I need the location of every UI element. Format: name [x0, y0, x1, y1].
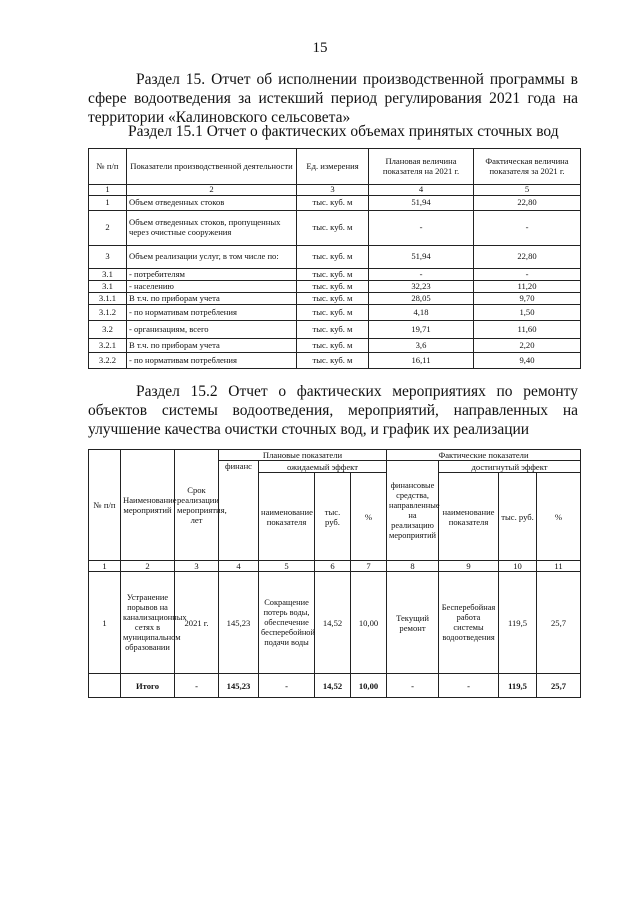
table2-total-cell: 25,7: [537, 674, 581, 698]
table2-header: Срок реализации мероприятия, лет: [175, 450, 219, 561]
table1-cell: 3.2.1: [89, 339, 127, 353]
table1-cell: 3.2.2: [89, 353, 127, 369]
table2-total-cell: 145,23: [219, 674, 259, 698]
table1-cell: тыс. куб. м: [297, 339, 369, 353]
table2-total-row: [89, 674, 581, 698]
table2-header: тыс. руб.: [499, 473, 537, 561]
table2-colnum-row: [89, 561, 581, 572]
table1-header: Плановая величина показателя на 2021 г.: [369, 149, 474, 185]
table1-colnum: 2: [127, 185, 297, 196]
table1-cell: В т.ч. по приборам учета: [127, 293, 297, 305]
table1-cell: 3: [89, 246, 127, 269]
table2-colnum: 4: [219, 561, 259, 572]
table2-colnum: 5: [259, 561, 315, 572]
table2-cell: 25,7: [537, 572, 581, 674]
table1-cell: тыс. куб. м: [297, 196, 369, 211]
table2-header: ожидаемый эффект: [259, 461, 387, 473]
table2-header: Фактические показатели: [387, 450, 581, 461]
table1-row: [89, 196, 581, 211]
repair-measures-table: [88, 449, 581, 698]
table1-cell: 1: [89, 196, 127, 211]
table1-colnum-row: [89, 185, 581, 196]
table2-colnum: 6: [315, 561, 351, 572]
section-15-2-heading: Раздел 15.2 Отчет о фактических мероприятиях по ремонту объектов системы водоотведения, мероприятий, направленных на улучшение качества очистки сточных вод, и график их реализации: [88, 383, 578, 438]
table1-cell: 32,23: [369, 281, 474, 293]
section-15-1-heading: Раздел 15.1 Отчет о фактических объемах принятых сточных вод: [128, 123, 559, 140]
wastewater-volumes-table: [88, 148, 581, 369]
table2-colnum: 11: [537, 561, 581, 572]
table1-cell: - по нормативам потребления: [127, 305, 297, 321]
table1-cell: 11,20: [474, 281, 581, 293]
table2-header: тыс. руб.: [315, 473, 351, 561]
table2-cell: Устранение порывов на канализационных сетях в муниципальном образовании: [121, 572, 175, 674]
table1-cell: -: [369, 269, 474, 281]
table1-cell: 4,18: [369, 305, 474, 321]
table2-total-cell: Итого: [121, 674, 175, 698]
table2-colnum: 9: [439, 561, 499, 572]
table1-cell: 22,80: [474, 196, 581, 211]
table1-colnum: 3: [297, 185, 369, 196]
table2-header: финансовые средства, направленные на реализацию мероприятий: [387, 461, 439, 561]
table1-cell: - организациям, всего: [127, 321, 297, 339]
table1-colnum: 5: [474, 185, 581, 196]
table1-header: Показатели производственной деятельности: [127, 149, 297, 185]
table2-cell: 10,00: [351, 572, 387, 674]
table1-cell: Объем реализации услуг, в том числе по:: [127, 246, 297, 269]
table1-row: [89, 321, 581, 339]
table1-cell: 2,20: [474, 339, 581, 353]
table2-cell: Бесперебойная работа системы водоотведения: [439, 572, 499, 674]
table1-cell: 2: [89, 211, 127, 246]
table1-cell: 3.1: [89, 281, 127, 293]
table2-cell: 14,52: [315, 572, 351, 674]
table2-total-cell: -: [439, 674, 499, 698]
table2-row: [89, 572, 581, 674]
table2-total-cell: -: [175, 674, 219, 698]
table1-cell: 3,6: [369, 339, 474, 353]
table2-colnum: 8: [387, 561, 439, 572]
table1-cell: - населению: [127, 281, 297, 293]
table1-row: [89, 246, 581, 269]
table2-cell: 2021 г.: [175, 572, 219, 674]
table1-header-row: [89, 149, 581, 185]
table1-cell: 51,94: [369, 196, 474, 211]
table2-cell: 1: [89, 572, 121, 674]
table2-colnum: 10: [499, 561, 537, 572]
table1-cell: 9,70: [474, 293, 581, 305]
table1-cell: тыс. куб. м: [297, 211, 369, 246]
table1-cell: -: [474, 269, 581, 281]
table1-cell: 3.1: [89, 269, 127, 281]
table2-colnum: 2: [121, 561, 175, 572]
table1-colnum: 1: [89, 185, 127, 196]
table2-header: наименование показателя: [439, 473, 499, 561]
table2-total-cell: 10,00: [351, 674, 387, 698]
table1-cell: - потребителям: [127, 269, 297, 281]
table1-cell: 3.1.2: [89, 305, 127, 321]
table1-row: [89, 339, 581, 353]
section-15-heading: Раздел 15. Отчет об исполнении производственной программы в сфере водоотведения за истекший период регулирования 2021 года на территории «Калиновского сельсовета»: [88, 71, 578, 126]
table2-colnum: 7: [351, 561, 387, 572]
table2-header: достигнутый эффект: [439, 461, 581, 473]
table1-cell: тыс. куб. м: [297, 353, 369, 369]
table1-cell: 3.2: [89, 321, 127, 339]
table1-cell: - по нормативам потребления: [127, 353, 297, 369]
table2-total-cell: [89, 674, 121, 698]
table1-cell: тыс. куб. м: [297, 321, 369, 339]
table2-cell: 119,5: [499, 572, 537, 674]
table2-cell: Текущий ремонт: [387, 572, 439, 674]
table1-cell: 11,60: [474, 321, 581, 339]
table1-cell: тыс. куб. м: [297, 269, 369, 281]
table1-row: [89, 305, 581, 321]
table1-row: [89, 353, 581, 369]
table1-row: [89, 293, 581, 305]
table1-row: [89, 269, 581, 281]
table1-cell: Объем отведенных стоков: [127, 196, 297, 211]
table2-header: Плановые показатели: [219, 450, 387, 461]
table2-header: наименование показателя: [259, 473, 315, 561]
table2-total-cell: -: [387, 674, 439, 698]
table1-cell: тыс. куб. м: [297, 305, 369, 321]
table2-total-cell: 14,52: [315, 674, 351, 698]
table1-cell: 9,40: [474, 353, 581, 369]
table1-cell: тыс. куб. м: [297, 246, 369, 269]
table1-cell: 3.1.1: [89, 293, 127, 305]
table1-header: Фактическая величина показателя за 2021 г.: [474, 149, 581, 185]
table1-cell: Объем отведенных стоков, пропущенных через очистные сооружения: [127, 211, 297, 246]
table1-colnum: 4: [369, 185, 474, 196]
table1-cell: 1,50: [474, 305, 581, 321]
table1-cell: тыс. куб. м: [297, 281, 369, 293]
table2-header: %: [351, 473, 387, 561]
table1-cell: -: [369, 211, 474, 246]
table1-cell: 22,80: [474, 246, 581, 269]
table1-cell: -: [474, 211, 581, 246]
table1-cell: В т.ч. по приборам учета: [127, 339, 297, 353]
table2-header: № п/п: [89, 450, 121, 561]
table1-row: [89, 211, 581, 246]
table1-cell: 16,11: [369, 353, 474, 369]
table2-colnum: 1: [89, 561, 121, 572]
table2-header: финанс: [219, 461, 259, 561]
table1-header: Ед. измерения: [297, 149, 369, 185]
table2-header: %: [537, 473, 581, 561]
table2-colnum: 3: [175, 561, 219, 572]
table2-total-cell: 119,5: [499, 674, 537, 698]
table1-cell: тыс. куб. м: [297, 293, 369, 305]
page-number: 15: [312, 40, 328, 56]
table1-cell: 51,94: [369, 246, 474, 269]
table1-cell: 28,05: [369, 293, 474, 305]
table1-header: № п/п: [89, 149, 127, 185]
table2-cell: Сокращение потерь воды, обеспечение бесперебойной подачи воды: [259, 572, 315, 674]
table2-header: Наименование мероприятий: [121, 450, 175, 561]
table2-header-row: [89, 450, 581, 461]
table2-cell: 145,23: [219, 572, 259, 674]
table1-row: [89, 281, 581, 293]
table2-total-cell: -: [259, 674, 315, 698]
table1-cell: 19,71: [369, 321, 474, 339]
